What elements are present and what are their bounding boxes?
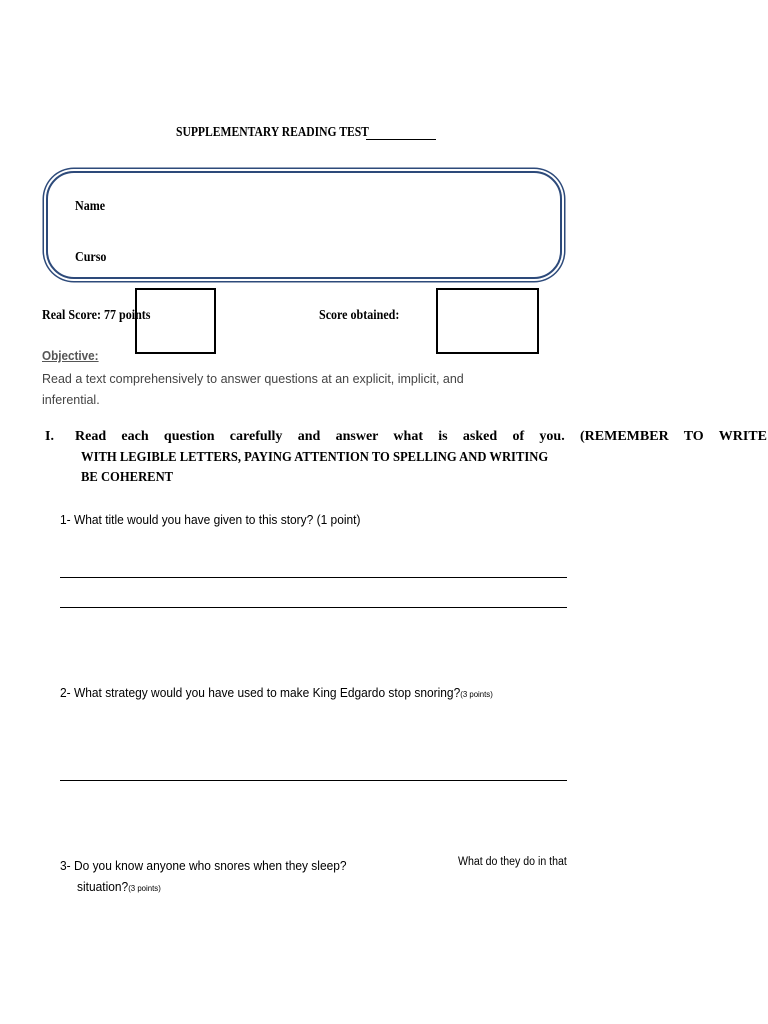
instruction-line-1: Read each question carefully and answer what is asked of you. (REMEMBER TO WRITE [75, 429, 767, 444]
instruction-line-2: WITH LEGIBLE LETTERS, PAYING ATTENTION TO SPELLING AND WRITING [81, 450, 549, 465]
section-number: I. [45, 429, 54, 444]
instruction-line-3: BE COHERENT [81, 470, 174, 485]
score-obtained-label: Score obtained: [319, 308, 400, 323]
question-3-points: (3 points) [128, 883, 161, 893]
question-2-text: 2- What strategy would you have used to make King Edgardo stop snoring? [60, 685, 461, 700]
question-3 [60, 858, 347, 873]
question-3-continuation-text: situation? [77, 879, 129, 894]
question-2 [60, 685, 493, 700]
objective-heading: Objective: [42, 348, 99, 363]
test-title: SUPPLEMENTARY READING TEST [176, 124, 369, 139]
student-info-box [46, 171, 562, 279]
title-underline [366, 139, 436, 140]
real-score-label: Real Score: 77 points [42, 308, 151, 323]
curso-label: Curso [75, 250, 107, 265]
score-obtained-box[interactable] [436, 288, 539, 354]
question-3-continuation [77, 879, 161, 894]
question-3-follow-up: What do they do in that [458, 856, 567, 868]
question-1-text: 1- What title would you have given to this story? (1 point) [60, 512, 361, 527]
real-score-box [135, 288, 216, 354]
question-2-points: (3 points) [460, 689, 493, 699]
name-label: Name [75, 199, 106, 214]
answer-line-2[interactable] [60, 780, 567, 781]
question-3-text: 3- Do you know anyone who snores when they sleep? [60, 858, 347, 873]
question-1 [60, 512, 360, 527]
objective-text: Read a text comprehensively to answer questions at an explicit, implicit, and inferential. [42, 372, 464, 407]
answer-line-1a[interactable] [60, 577, 567, 578]
answer-line-1b[interactable] [60, 607, 567, 608]
